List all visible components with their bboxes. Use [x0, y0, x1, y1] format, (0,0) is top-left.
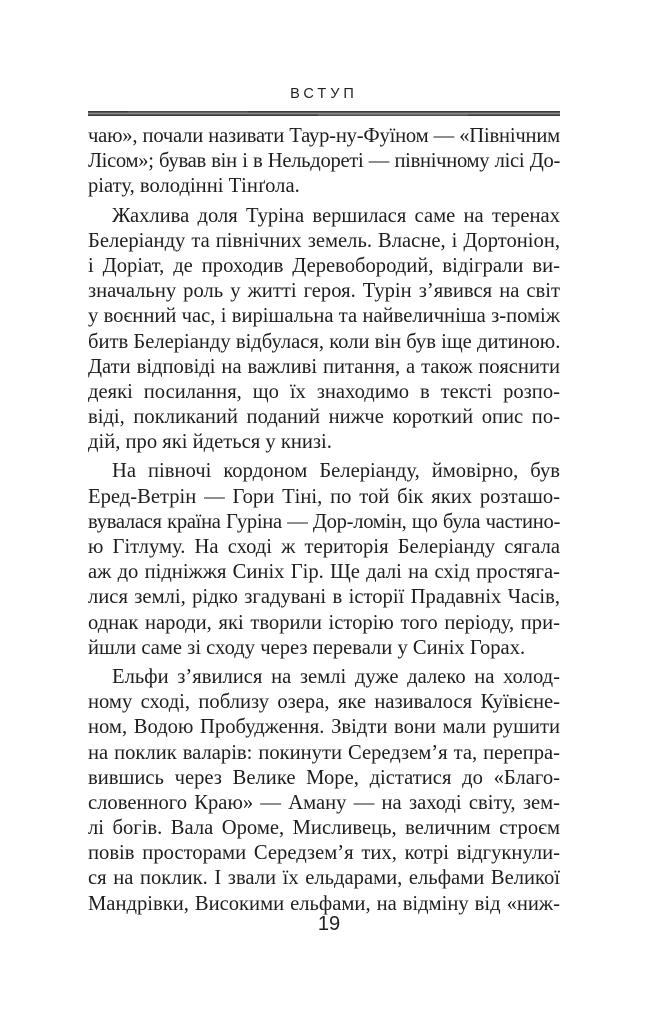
text-line: На півночі кордоном Белеріанду, ймовірно, був — [112, 460, 560, 483]
text-line: йшли саме зі сходу через перевали у Синіх Горах. — [88, 636, 526, 659]
header-rule — [88, 111, 560, 116]
paragraph-4 — [88, 665, 560, 917]
text-line: лися землі, рідко згадувані в історії Прадавніх Часів, — [88, 586, 560, 609]
header-rule-graphic — [88, 111, 560, 116]
text-line: дій, про які йдеться у книзі. — [88, 431, 332, 454]
body-text — [88, 124, 560, 917]
text-line: аж до підніжжя Синіх Гір. Ще далі на схід простяга- — [88, 561, 560, 584]
text-line: віді, покликаний поданий нижче короткий опис по- — [88, 406, 560, 429]
text-line: вувалася країна Гуріна — Дор-ломін, що була частино- — [88, 510, 560, 533]
paragraph-1 — [88, 124, 560, 200]
text-line: Белеріанду та північних земель. Власне, і Дортоніон, — [88, 229, 560, 252]
text-line: повів просторами Середзем’я тих, котрі відгукнули- — [88, 842, 560, 865]
text-line: чаю», почали називати Таур-ну-Фуїном — «Північним — [88, 125, 560, 147]
text-line: лі богів. Вала Ороме, Мисливець, величним строєм — [88, 817, 560, 840]
text-line: ріату, володінні Тінґола. — [88, 175, 300, 198]
text-line: битв Белеріанду відбулася, коли він був іще дитиною. — [88, 330, 561, 353]
running-head: ВСТУП — [290, 86, 358, 102]
text-line: вившись через Велике Море, дістатися до «Благо- — [88, 766, 560, 789]
text-line: на поклик валарів: покинути Середзем’я та, перепра- — [88, 741, 560, 764]
paragraph-3 — [88, 459, 560, 661]
text-line: Дати відповіді на важливі питання, а також пояснити — [88, 355, 560, 378]
text-line: Мандрівки, Високими ельфами, на відміну від «ниж- — [88, 892, 560, 915]
text-line: Еред-Ветрін — Гори Тіні, по той бік яких розташо- — [88, 485, 560, 508]
text-line: і Доріат, де проходив Деревобородий, відіграли ви- — [88, 254, 560, 277]
paragraph-2 — [88, 204, 560, 456]
text-line: ном, Водою Пробудження. Звідти вони мали рушити — [88, 716, 560, 739]
text-line: у воєнний час, і вирішальна та найвеличніша з-поміж — [88, 305, 560, 328]
text-line: Лісом»; бував він і в Нельдореті — північному лісі До- — [88, 150, 560, 173]
text-line: словенного Краю» — Аману — на заході світу, зем- — [88, 791, 560, 814]
text-line: однак народи, які творили історію того періоду, при- — [88, 611, 560, 634]
text-line: деякі посилання, що їх знаходимо в тексті розпо- — [88, 380, 560, 403]
text-line: значальну роль у житті героя. Турін з’явився на світ — [88, 280, 560, 303]
text-line: ному сході, поблизу озера, яке називалося Куївієнe- — [88, 691, 560, 714]
text-line: Ельфи з’явилися на землі дуже далеко на холод- — [112, 665, 560, 688]
text-line: ся на поклик. І звали їх ельдарами, ельфами Великої — [88, 867, 560, 890]
page-number: 19 — [317, 913, 341, 935]
text-line: ю Гітлуму. На сході ж територія Белеріанду сягала — [88, 536, 560, 558]
text-line: Жахлива доля Туріна вершилася саме на теренах — [112, 204, 560, 227]
